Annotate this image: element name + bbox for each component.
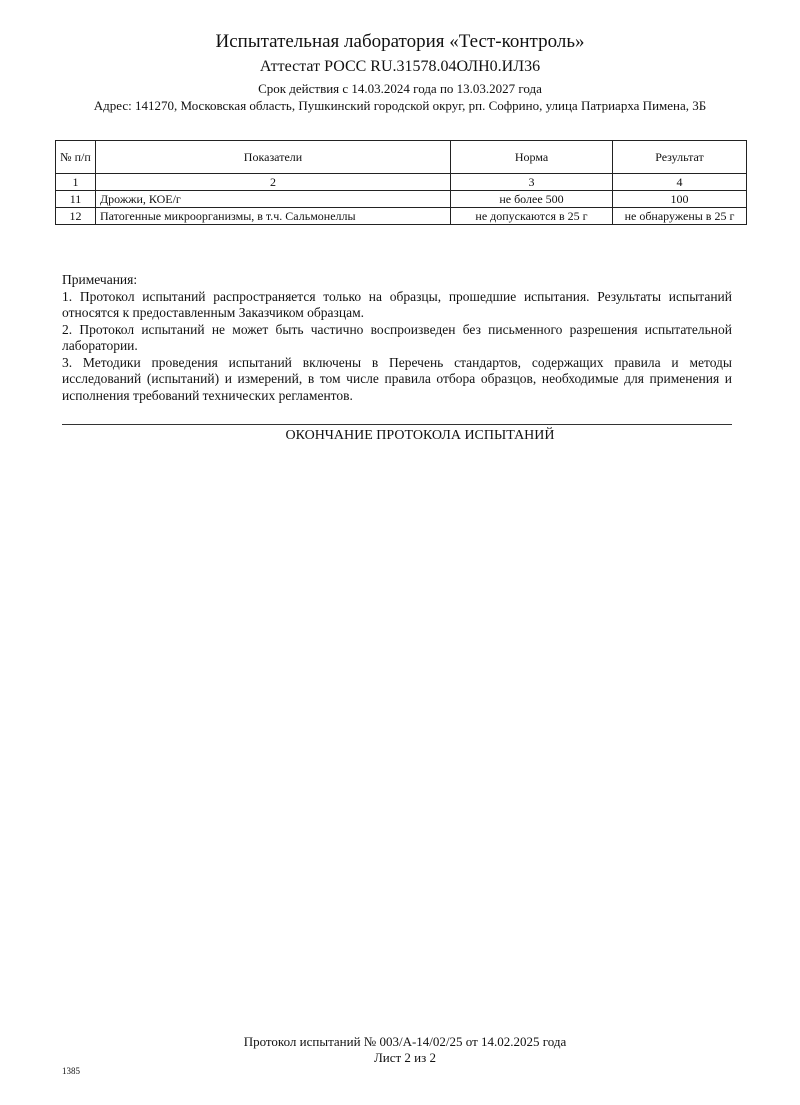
header-norm: Норма (451, 141, 613, 174)
table-cell: не более 500 (451, 191, 613, 208)
notes-title: Примечания: (62, 272, 138, 287)
table-row (56, 191, 747, 208)
protocol-reference: Протокол испытаний № 003/А-14/02/25 от 14.02.2025 года (243, 1034, 567, 1049)
table-cell: 1 (56, 174, 96, 191)
lab-name: Испытательная лаборатория «Тест-контроль» (215, 31, 585, 52)
table-cell: 4 (613, 174, 747, 191)
page-code: 1385 (62, 1066, 80, 1076)
note-item: 1. Протокол испытаний распространяется только на образцы, прошедшие испытания. Результаты испытаний относятся к предоставленным Заказчиком образцам. (62, 288, 732, 320)
table-cell: не допускаются в 25 г (451, 208, 613, 225)
table-row (56, 208, 747, 225)
table-cell: 2 (96, 174, 451, 191)
lab-address: Адрес: 141270, Московская область, Пушкинский городской округ, рп. Софрино, улица Патриарха Пимена, 3Б (93, 98, 707, 113)
results-table (55, 140, 747, 225)
notes-section (62, 272, 732, 404)
header-number: № п/п (56, 141, 96, 174)
end-of-protocol-title: ОКОНЧАНИЕ ПРОТОКОЛА ИСПЫТАНИЙ (285, 428, 555, 443)
sheet-number: Лист 2 из 2 (373, 1050, 437, 1065)
table-cell: Патогенные микроорганизмы, в т.ч. Сальмонеллы (96, 208, 451, 225)
column-number-row (56, 174, 747, 191)
attestat-number: Аттестат РОСС RU.31578.04ОЛН0.ИЛ36 (259, 58, 541, 75)
validity-period: Срок действия с 14.03.2024 года по 13.03.2027 года (258, 81, 542, 96)
note-item: 3. Методики проведения испытаний включены в Перечень стандартов, содержащих правила и методы исследований (испытаний) и измерений, в том числе правила отбора образцов, необходимые для применения и исполнения требований технических регламентов. (62, 354, 732, 403)
note-item: 2. Протокол испытаний не может быть частично воспроизведен без письменного разрешения испытательной лаборатории. (62, 321, 732, 353)
document-header (0, 30, 800, 114)
table-cell: не обнаружены в 25 г (613, 208, 747, 225)
table-cell: 100 (613, 191, 747, 208)
page-footer (0, 1034, 800, 1066)
table-header-row (56, 141, 747, 174)
header-result: Результат (613, 141, 747, 174)
table-cell: 12 (56, 208, 96, 225)
table-cell: Дрожжи, КОЕ/г (96, 191, 451, 208)
divider (62, 424, 732, 425)
table-cell: 11 (56, 191, 96, 208)
header-indicator: Показатели (96, 141, 451, 174)
table-cell: 3 (451, 174, 613, 191)
